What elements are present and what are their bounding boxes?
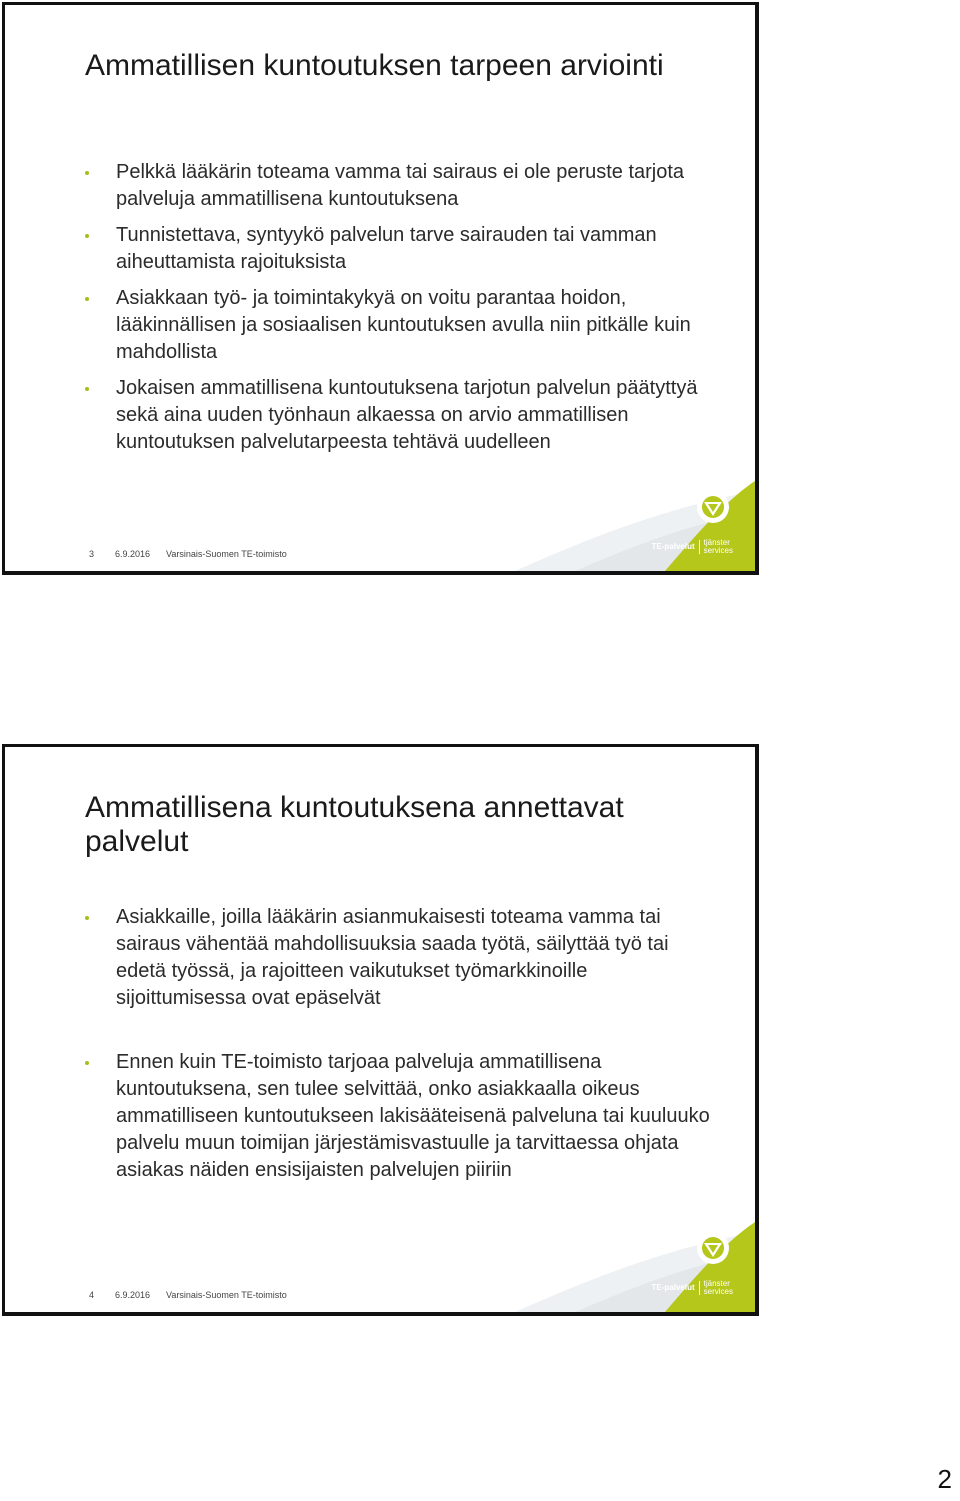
logo-right-top: tjänster (703, 538, 730, 547)
slide-3 (2, 2, 759, 575)
bullet-icon (85, 297, 89, 301)
bullet-item (85, 1049, 715, 1184)
slide-4 (2, 744, 759, 1316)
bullet-text: Jokaisen ammatillisena kuntoutuksena tarjotun palvelun päätyttyä sekä aina uuden työnhaun alkaessa on arvio ammatillisen kuntoutuksen palvelutarpeesta tehtävä uudelleen (116, 377, 698, 453)
bullet-item (85, 375, 715, 456)
bullet-text: Asiakkaan työ- ja toimintakykyä on voitu parantaa hoidon, lääkinnällisen ja sosiaalisen kuntoutuksen avulla niin pitkälle kuin mahdollista (116, 287, 691, 363)
logo-divider (699, 540, 700, 554)
te-logo (625, 1222, 755, 1312)
slide-date: 6.9.2016 (115, 549, 151, 559)
logo-text (652, 539, 733, 555)
bullet-item (85, 159, 715, 213)
slide-org: Varsinais-Suomen TE-toimisto (166, 1290, 287, 1300)
te-logo (625, 481, 755, 571)
logo-right-text (704, 1280, 733, 1296)
slide-date: 6.9.2016 (115, 1290, 151, 1300)
logo-background (625, 481, 755, 571)
slide-number: 4 (89, 1290, 95, 1300)
bullet-icon (85, 1061, 89, 1065)
bullet-icon (85, 234, 89, 238)
logo-text (652, 1280, 733, 1296)
bullet-icon (85, 171, 89, 175)
slide-number: 3 (89, 549, 95, 559)
logo-left-text: TE-palvelut (651, 1283, 695, 1292)
logo-right-top: tjänster (703, 1279, 730, 1288)
logo-right-bottom: services (703, 1287, 733, 1296)
bullet-list (85, 904, 715, 1221)
logo-background (625, 1222, 755, 1312)
logo-right-text (704, 539, 733, 555)
bullet-text: Ennen kuin TE-toimisto tarjoaa palveluja ammatillisena kuntoutuksena, sen tulee selvittää, onko asiakkaalla oikeus ammatilliseen kuntoutukseen lakisääteisenä palveluna tai kuuluuko palvelu muun toimijan järjestämisvastuulle ja tarvittaessa ohjata asiakas näiden ensisijaisten palvelujen piiriin (116, 1051, 710, 1181)
slide-title: Ammatillisen kuntoutuksen tarpeen arviointi (85, 49, 664, 82)
bullet-text: Tunnistettava, syntyykö palvelun tarve sairauden tai vamman aiheuttamista rajoituksista (116, 224, 657, 273)
te-emblem-icon (697, 491, 729, 523)
bullet-item (85, 222, 715, 276)
page-number: 2 (937, 1464, 952, 1494)
slide-footer (89, 549, 287, 559)
bullet-item (85, 285, 715, 366)
bullet-icon (85, 387, 89, 391)
slide-org: Varsinais-Suomen TE-toimisto (166, 549, 287, 559)
bullet-item (85, 904, 715, 1012)
logo-left-text: TE-palvelut (651, 542, 695, 551)
logo-right-bottom: services (703, 546, 733, 555)
bullet-list (85, 159, 715, 465)
bullet-text: Pelkkä lääkärin toteama vamma tai sairaus ei ole peruste tarjota palveluja ammatillisena kuntoutuksena (116, 161, 685, 210)
bullet-text: Asiakkaille, joilla lääkärin asianmukaisesti toteama vamma tai sairaus vähentää mahdollisuuksia saada työtä, säilyttää työ tai edetä työssä, ja rajoitteen vaikutukset työmarkkinoille sijoittumisessa ovat epäselvät (116, 906, 669, 1009)
slide-footer (89, 1290, 287, 1300)
slide-title: Ammatillisena kuntoutuksena annettavat palvelut (85, 791, 624, 858)
te-emblem-icon (697, 1232, 729, 1264)
bullet-icon (85, 916, 89, 920)
logo-divider (699, 1281, 700, 1295)
